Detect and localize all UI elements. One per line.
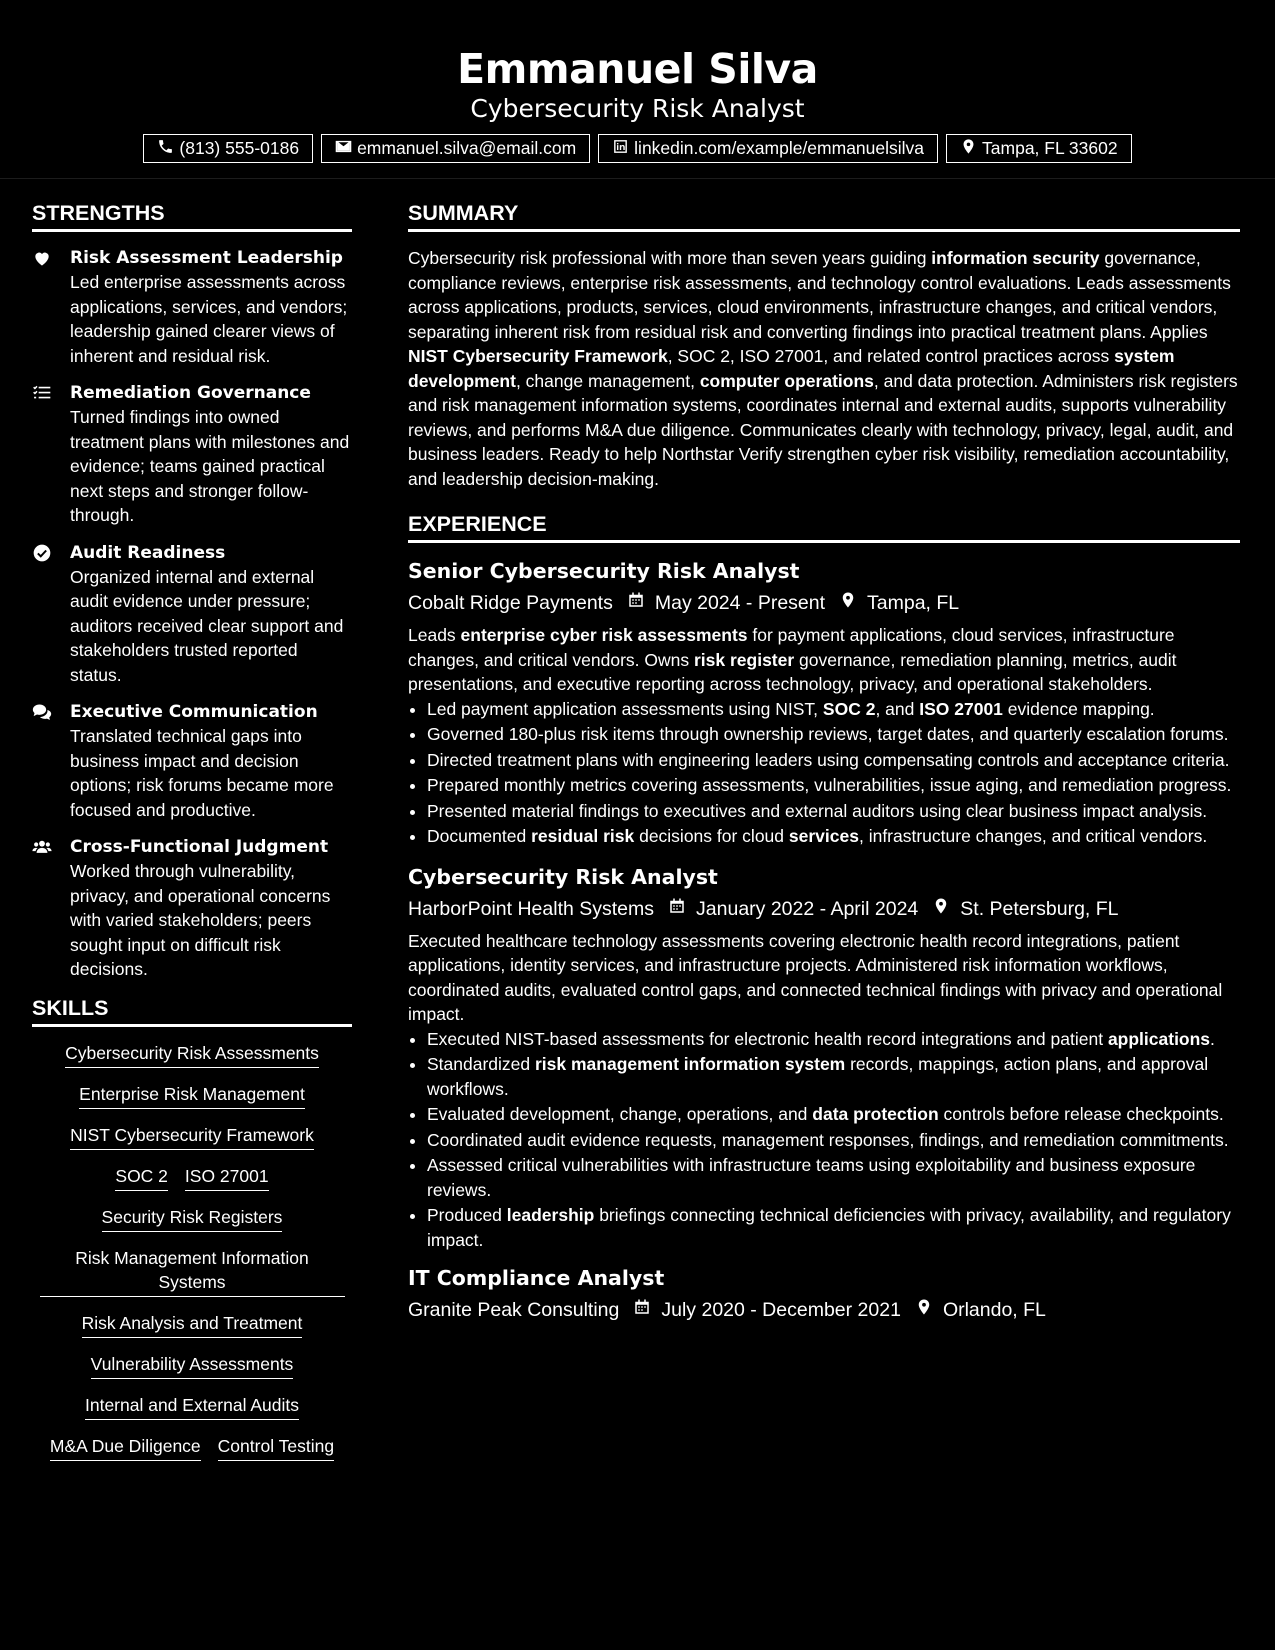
users-icon [32,835,70,982]
skill-tag: Risk Management Information Systems [40,1246,345,1297]
desc-keyword: risk register [693,649,795,670]
map-pin-icon [901,1296,943,1324]
strengths-heading: STRENGTHS [32,200,352,232]
job-description [408,623,1240,697]
summary-part: , change management, [515,370,700,391]
skill-tag: SOC 2 [115,1164,168,1191]
right-column [408,200,1240,1334]
envelope-icon [335,138,352,160]
location-chip[interactable] [946,134,1132,163]
phone-icon [157,138,174,160]
desc-part: Leads [408,625,461,645]
strength-desc: Led enterprise assessments across applications, services, and vendors; leadership gained clearer views of inherent and residual risk. [70,272,348,366]
job-meta [408,589,1240,617]
email-text: emmanuel.silva@email.com [357,138,577,158]
summary-part: , SOC 2, ISO 27001, and related control practices across [667,346,1115,366]
comments-icon [32,700,70,822]
skill-tag: Risk Analysis and Treatment [82,1311,303,1338]
map-pin-icon [825,589,867,617]
job-dates: July 2020 - December 2021 [661,1299,901,1321]
location-text: Tampa, FL 33602 [982,138,1118,158]
summary-heading: SUMMARY [408,200,1240,232]
job-bullets [408,1027,1240,1253]
bullet-item: • Presented material findings to executives and external auditors using clear business impact analysis. [427,799,1240,824]
job-title: Senior Cybersecurity Risk Analyst [408,559,800,583]
strength-item [32,835,352,982]
job-entry [408,557,1240,849]
check-circle-icon [32,541,70,688]
calendar-icon [613,589,655,617]
bullet-item: • Produced leadership briefings connecting technical deficiencies with privacy, availability, and regulatory impact. [427,1203,1240,1252]
map-pin-icon [960,138,977,160]
skill-tag: Internal and External Audits [85,1393,299,1420]
summary-part: governance, compliance reviews, enterprise risk assessments, and technology control evaluations. Leads assessments across applications, products, services, cloud environments, infrastructure changes, and critical vendors, separating inherent risk from residual risk and converting findings into practical treatment plans. Applies [408,248,1231,342]
desc-keyword: enterprise cyber risk assessments [460,625,748,645]
bullet-item: • Standardized risk management information system records, mappings, action plans, and approval workflows. [427,1052,1240,1101]
calendar-icon [619,1296,661,1324]
strength-desc: Translated technical gaps into business impact and decision options; risk forums became more focused and productive. [70,726,334,820]
job-dates: January 2022 - April 2024 [696,897,919,920]
summary-keyword: NIST Cybersecurity Framework [408,346,668,366]
skill-tag: NIST Cybersecurity Framework [70,1123,314,1150]
summary-part: , and data protection. Administers risk registers and risk management information systems, coordinates internal and external audits, supports vulnerability reviews, and performs M&A due diligence. Communicates clearly with technology, privacy, legal, audit, and business leaders. Ready to help Northstar Verify strengthen cyber risk visibility, remediation accountability, and leadership decision-making. [408,370,1238,489]
summary-keyword: computer operations [699,370,874,391]
strength-item [32,541,352,688]
desc-part: governance, remediation planning, metrics, audit presentations, and executive reporting across technology, privacy, and operational stakeholders. [408,649,1177,694]
summary-text [408,246,1240,491]
job-location: Orlando, FL [942,1299,1046,1321]
skills-list [32,1041,352,1461]
job-location: St. Petersburg, FL [960,897,1119,920]
bullet-item: • Governed 180-plus risk items through ownership reviews, target dates, and quarterly escalation forums. [427,722,1240,747]
bullet-item: • Evaluated development, change, operations, and data protection controls before release checkpoints. [427,1102,1240,1127]
company-name: HarborPoint Health Systems [408,897,655,920]
job-description: Executed healthcare technology assessments covering electronic health record integrations, patient applications, identity services, and infrastructure projects. Administered risk information workflows, coordinated audits, evaluated control gaps, and connected technical findings with privacy and operational impact. [408,930,1223,1024]
strength-title: Audit Readiness [70,542,226,563]
job-title: IT Compliance Analyst [408,1266,665,1290]
contact-bar [0,134,1275,163]
strength-title: Cross-Functional Judgment [70,837,329,857]
strength-desc: Turned findings into owned treatment plans with milestones and evidence; teams gained practical next steps and stronger follow-through. [70,407,350,525]
job-meta [408,895,1240,923]
strength-title: Remediation Governance [70,383,311,403]
left-column [32,200,352,1475]
job-entry [408,1264,1240,1324]
phone-text: (813) 555-0186 [179,138,300,158]
candidate-name: Emmanuel Silva [457,45,818,93]
bullet-item: • Executed NIST-based assessments for electronic health record integrations and patient applications. [427,1027,1240,1052]
skill-tag: Cybersecurity Risk Assessments [65,1041,319,1068]
job-meta [408,1296,1240,1324]
job-dates: May 2024 - Present [654,592,826,614]
skill-tag: Control Testing [218,1434,334,1461]
strength-desc: Organized internal and external audit evidence under pressure; auditors received clear support and stakeholders trusted reported status. [70,566,344,685]
desc-part: for payment applications, cloud services, infrastructure changes, and critical vendors. Owns [408,625,1175,670]
job-entry [408,863,1240,1253]
bullet-item: • Assessed critical vulnerabilities with infrastructure teams using exploitability and business exposure reviews. [427,1153,1240,1202]
strength-desc: Worked through vulnerability, privacy, and operational concerns with varied stakeholders; peers sought input on difficult risk decisions. [70,861,331,979]
job-location: Tampa, FL [867,592,960,614]
skill-tag: Security Risk Registers [102,1205,283,1232]
skill-tag: ISO 27001 [185,1164,269,1191]
linkedin-chip[interactable] [598,134,938,163]
map-pin-icon [918,895,960,923]
strength-title: Risk Assessment Leadership [70,248,343,268]
bullet-item: • Prepared monthly metrics covering assessments, vulnerabilities, issue aging, and remediation progress. [427,773,1240,798]
skill-tag: Enterprise Risk Management [79,1082,305,1109]
phone-chip[interactable] [143,134,313,163]
linkedin-icon [612,138,629,160]
strength-item [32,381,352,528]
calendar-icon [654,895,696,923]
checklist-icon [32,381,70,528]
bullet-item: • Coordinated audit evidence requests, management responses, findings, and remediation commitments. [427,1128,1240,1153]
skill-tag: M&A Due Diligence [50,1434,201,1461]
bullet-item: • Documented residual risk decisions for cloud services, infrastructure changes, and critical vendors. [427,824,1240,849]
strength-item [32,700,352,822]
strength-title: Executive Communication [70,702,318,722]
bullet-item: • Directed treatment plans with engineering leaders using compensating controls and acceptance criteria. [427,748,1240,773]
email-chip[interactable] [321,134,590,163]
resume-header [0,0,1275,163]
summary-part: Cybersecurity risk professional with more than seven years guiding [408,248,932,268]
summary-keyword: system development [408,346,1175,391]
skills-heading: SKILLS [32,995,352,1027]
experience-heading: EXPERIENCE [408,511,1240,543]
skill-tag: Vulnerability Assessments [91,1352,294,1379]
job-title: Cybersecurity Risk Analyst [408,864,718,889]
company-name: Cobalt Ridge Payments [408,592,613,614]
linkedin-text: linkedin.com/example/emmanuelsilva [634,138,925,158]
candidate-title: Cybersecurity Risk Analyst [470,94,805,123]
header-divider [0,178,1275,179]
company-name: Granite Peak Consulting [408,1299,620,1321]
strength-item [32,246,352,368]
heart-icon [32,246,70,368]
job-bullets [408,697,1240,849]
bullet-item: • Led payment application assessments using NIST, SOC 2, and ISO 27001 evidence mapping. [427,697,1240,722]
summary-keyword: information security [931,248,1100,268]
